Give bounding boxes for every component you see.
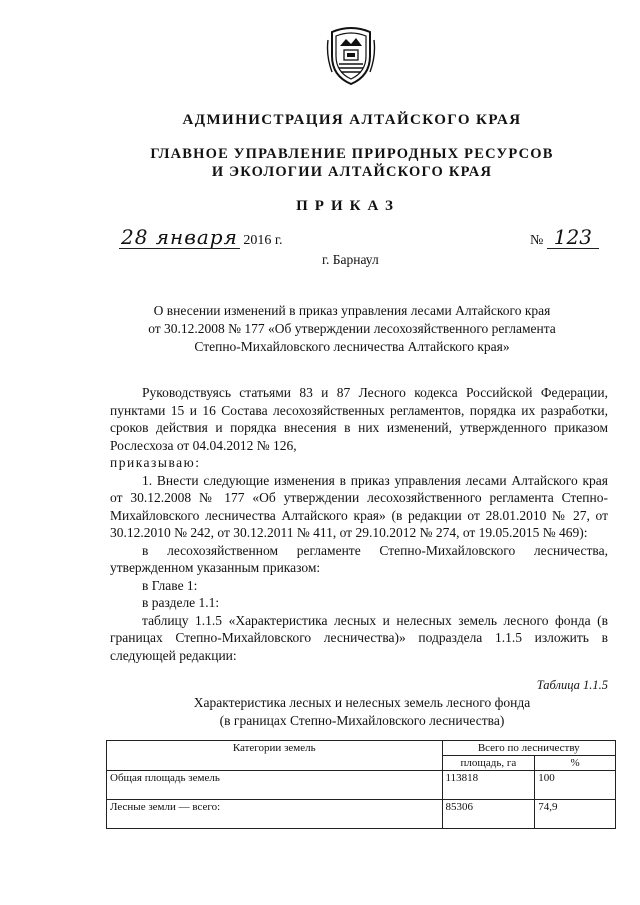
table-row (107, 771, 616, 800)
land-characteristics-table (106, 740, 616, 829)
subject-line2: от 30.12.2008 № 177 «Об утверждении лесохозяйственного регламента (148, 321, 556, 336)
order-body (110, 384, 608, 664)
order-subject (110, 302, 594, 356)
table-title-line1: Характеристика лесных и нелесных земель лесного фонда (193, 695, 531, 710)
table-row (107, 800, 616, 829)
row-area: 85306 (442, 800, 535, 829)
document-number (530, 226, 599, 249)
table-instruction-paragraph: таблицу 1.1.5 «Характеристика лесных и нелесных земель лесного фонда (в границах Степно-Михайловского лесничества)» подраздела 1.1.5 изложить в следующей редакции: (110, 612, 608, 663)
document-type-heading: ПРИКАЗ (296, 198, 400, 214)
handwritten-date: 28 января (121, 225, 238, 249)
city-line: г. Барнаул (322, 252, 379, 267)
department-heading-line1: ГЛАВНОЕ УПРАВЛЕНИЕ ПРИРОДНЫХ РЕСУРСОВ (150, 146, 554, 162)
administration-heading: АДМИНИСТРАЦИЯ АЛТАЙСКОГО КРАЯ (182, 112, 522, 128)
date-year: 2016 г. (239, 233, 283, 248)
row-area: 113818 (442, 771, 535, 800)
subject-line3: Степно-Михайловского лесничества Алтайского края» (194, 339, 510, 354)
row-percent: 74,9 (535, 800, 616, 829)
row-percent: 100 (535, 771, 616, 800)
chapter-paragraph: в Главе 1: (142, 577, 198, 593)
section-paragraph: в разделе 1.1: (142, 595, 220, 610)
table-title (110, 694, 614, 730)
row-category: Общая площадь земель (107, 771, 443, 800)
order-word: приказываю: (110, 455, 201, 470)
number-prefix: № (530, 233, 547, 248)
handwritten-number: 123 (547, 226, 599, 249)
table-number-note: Таблица 1.1.5 (536, 678, 608, 692)
preamble-paragraph (110, 384, 608, 472)
row-category: Лесные земли — всего: (107, 800, 443, 829)
item-1-paragraph: 1. Внести следующие изменения в приказ управления лесами Алтайского края от 30.12.2008 № 177 «Об утверждении лесохозяйственного регламента Степно-Михайловского лесничества Алтайского края» (в редакции от 28.01.2010 № 27, от 30.12.2010 № 242, от 30.12.2011 № 411, от 29.10.2012 № 274, от 19.05.2015 № 469): (110, 472, 608, 540)
document-date (119, 226, 283, 249)
table-header-row (107, 741, 616, 756)
coat-of-arms-emblem (326, 26, 376, 86)
table-title-line2: (в границах Степно-Михайловского лесничества) (219, 713, 505, 728)
header-area: площадь, га (442, 756, 535, 771)
subject-line1: О внесении изменений в приказ управления лесами Алтайского края (153, 303, 551, 318)
header-total: Всего по лесничеству (442, 741, 616, 756)
department-heading-line2: И ЭКОЛОГИИ АЛТАЙСКОГО КРАЯ (211, 164, 493, 180)
preamble-text: Руководствуясь статьями 83 и 87 Лесного кодекса Российской Федерации, пунктами 15 и 16 Состава лесохозяйственных регламентов, порядка их разработки, сроков действия и порядка внесения в них изменений, утвержденного приказом Рослесхоза от 04.04.2012 № 126, (110, 385, 608, 453)
header-percent: % (535, 756, 616, 771)
header-category: Категории земель (107, 741, 443, 771)
regulation-paragraph: в лесохозяйственном регламенте Степно-Михайловского лесничества, утвержденном указанным приказом: (110, 542, 608, 575)
